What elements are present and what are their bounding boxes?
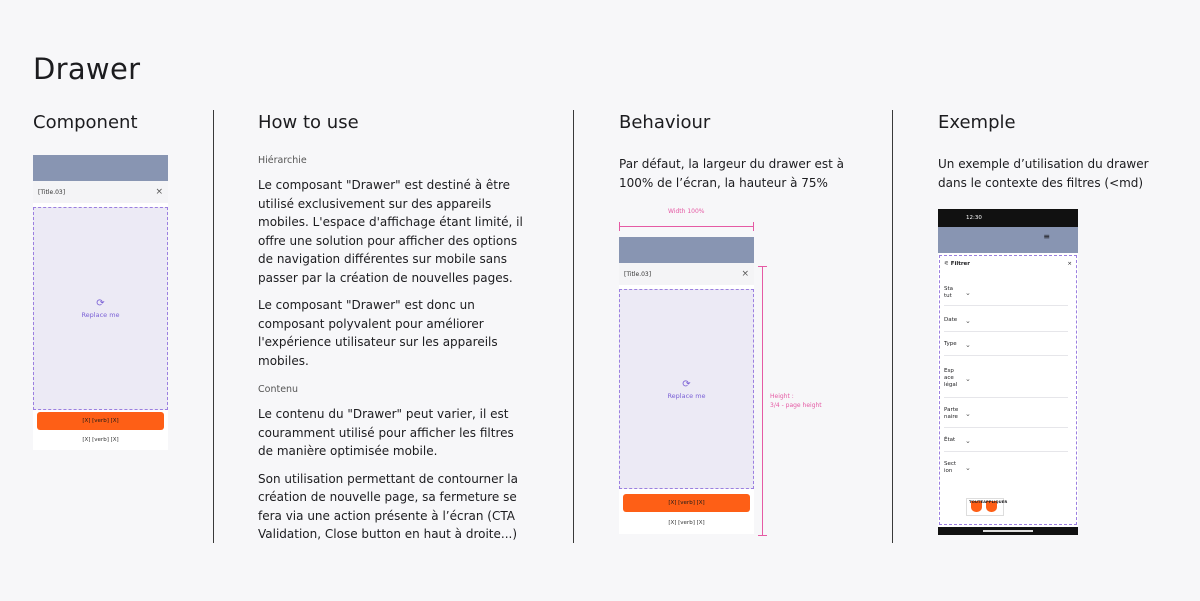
how-paragraph: Le composant "Drawer" est destiné à être utilisé exclusivement sur des appareils mobiles. L'espace d'affichage étant limité, il offre une solution pour afficher des options de navigation différentes sur mobile sans passer par la création de nouvelles pages. xyxy=(258,178,523,285)
filter-row[interactable] xyxy=(944,454,1068,482)
divider xyxy=(213,110,214,543)
behaviour-column-title: Behaviour xyxy=(619,112,711,133)
height-dimension-line xyxy=(762,266,763,536)
filter-label: Date xyxy=(944,317,958,323)
filter-drawer xyxy=(939,255,1077,525)
chevron-down-icon: ⌄ xyxy=(965,340,971,349)
exemple-column-title: Exemple xyxy=(938,112,1016,133)
filter-row[interactable] xyxy=(944,430,1068,452)
menu-icon[interactable]: ≡ xyxy=(1043,232,1050,241)
drawer-header xyxy=(619,263,754,285)
how-paragraph: Son utilisation permettant de contourner la création de nouvelle page, sa fermeture se fera via une action présente à l’écran (CTA Validation, Close button en haut à droite...) xyxy=(258,471,518,541)
exemple-text: Un exemple d’utilisation du drawer dans le contexte des filtres (<md) xyxy=(938,157,1149,190)
height-dimension-tick xyxy=(758,266,767,267)
refresh-icon: ⟳ xyxy=(682,378,691,390)
chevron-down-icon: ⌄ xyxy=(965,316,971,325)
slot-label: Replace me xyxy=(667,391,706,400)
refresh-icon: ⟳ xyxy=(96,298,105,309)
how-paragraph: Le contenu du "Drawer" peut varier, il est couramment utilisé pour afficher les filtres de manière optimisée mobile. xyxy=(258,407,514,458)
drawer-top-bar xyxy=(33,155,168,181)
filter-row[interactable] xyxy=(944,280,1068,306)
slot-label: Replace me xyxy=(81,311,120,319)
width-dimension-tick xyxy=(753,222,754,231)
primary-cta-button[interactable]: [X] [verb] [X] xyxy=(37,412,164,430)
filter-row[interactable] xyxy=(944,334,1068,356)
secondary-cta-button[interactable]: [X] [verb] [X] xyxy=(82,437,119,443)
drawer-title: [Title.03] xyxy=(624,270,652,278)
drawer-content-slot xyxy=(619,289,754,489)
filter-row[interactable] xyxy=(944,360,1068,398)
filter-action-text: TOUTEAPPLIQUER xyxy=(969,499,1008,504)
width-dimension-label: Width 100% xyxy=(668,208,705,215)
chevron-down-icon: ⌄ xyxy=(965,288,971,297)
how-paragraph: Le composant "Drawer" est donc un composant polyvalent pour améliorer l'expérience utilisateur sur les appareils mobiles. xyxy=(258,298,498,368)
content-label: Contenu xyxy=(258,384,299,395)
filter-title: Filtrer xyxy=(950,261,970,267)
chevron-down-icon: ⌄ xyxy=(965,374,971,383)
phone-mockup xyxy=(938,209,1078,535)
chevron-down-icon: ⌄ xyxy=(965,409,971,418)
filter-label: Type xyxy=(944,341,957,347)
behaviour-drawer-preview xyxy=(619,237,754,534)
filter-icon: ⚟ xyxy=(944,261,949,267)
height-dimension-label: 3/4 - page height xyxy=(770,402,822,409)
drawer-top-bar xyxy=(619,237,754,263)
divider xyxy=(573,110,574,543)
height-dimension-label: Height : xyxy=(770,393,794,400)
filter-label: Sta tut xyxy=(944,285,954,299)
width-dimension-tick xyxy=(619,222,620,231)
component-drawer-preview xyxy=(33,155,168,450)
drawer-title: [Title.03] xyxy=(38,188,66,196)
home-indicator-bar xyxy=(938,527,1078,535)
status-time: 12:30 xyxy=(966,215,982,221)
behaviour-text: Par défaut, la largeur du drawer est à 100% de l’écran, la hauteur à 75% xyxy=(619,157,844,190)
drawer-content-slot xyxy=(33,207,168,410)
filter-label: Esp ace légal xyxy=(944,368,958,388)
filter-row[interactable] xyxy=(944,310,1068,332)
filter-label: Sect ion xyxy=(944,461,957,474)
divider xyxy=(892,110,893,543)
close-icon[interactable]: × xyxy=(155,187,163,197)
filter-label: État xyxy=(944,437,956,443)
page-title: Drawer xyxy=(33,52,141,86)
filter-label: Parte naire xyxy=(944,406,959,420)
filter-row[interactable] xyxy=(944,400,1068,428)
chevron-down-icon: ⌄ xyxy=(965,436,971,445)
width-dimension-line xyxy=(619,226,754,227)
status-bar xyxy=(938,209,1078,227)
primary-cta-button[interactable]: [X] [verb] [X] xyxy=(623,494,750,512)
chevron-down-icon: ⌄ xyxy=(965,464,971,472)
app-bar xyxy=(938,227,1078,253)
drawer-header xyxy=(33,181,168,203)
close-icon[interactable]: × xyxy=(1067,261,1072,267)
secondary-cta-button[interactable]: [X] [verb] [X] xyxy=(668,520,705,526)
height-dimension-tick xyxy=(758,535,767,536)
component-column-title: Component xyxy=(33,112,138,133)
how-to-use-section xyxy=(258,155,528,553)
filter-action-buttons[interactable] xyxy=(966,498,1008,516)
close-icon[interactable]: × xyxy=(741,269,749,279)
how-to-use-column-title: How to use xyxy=(258,112,359,133)
hierarchy-label: Hiérarchie xyxy=(258,155,307,166)
filter-header xyxy=(944,261,1072,267)
